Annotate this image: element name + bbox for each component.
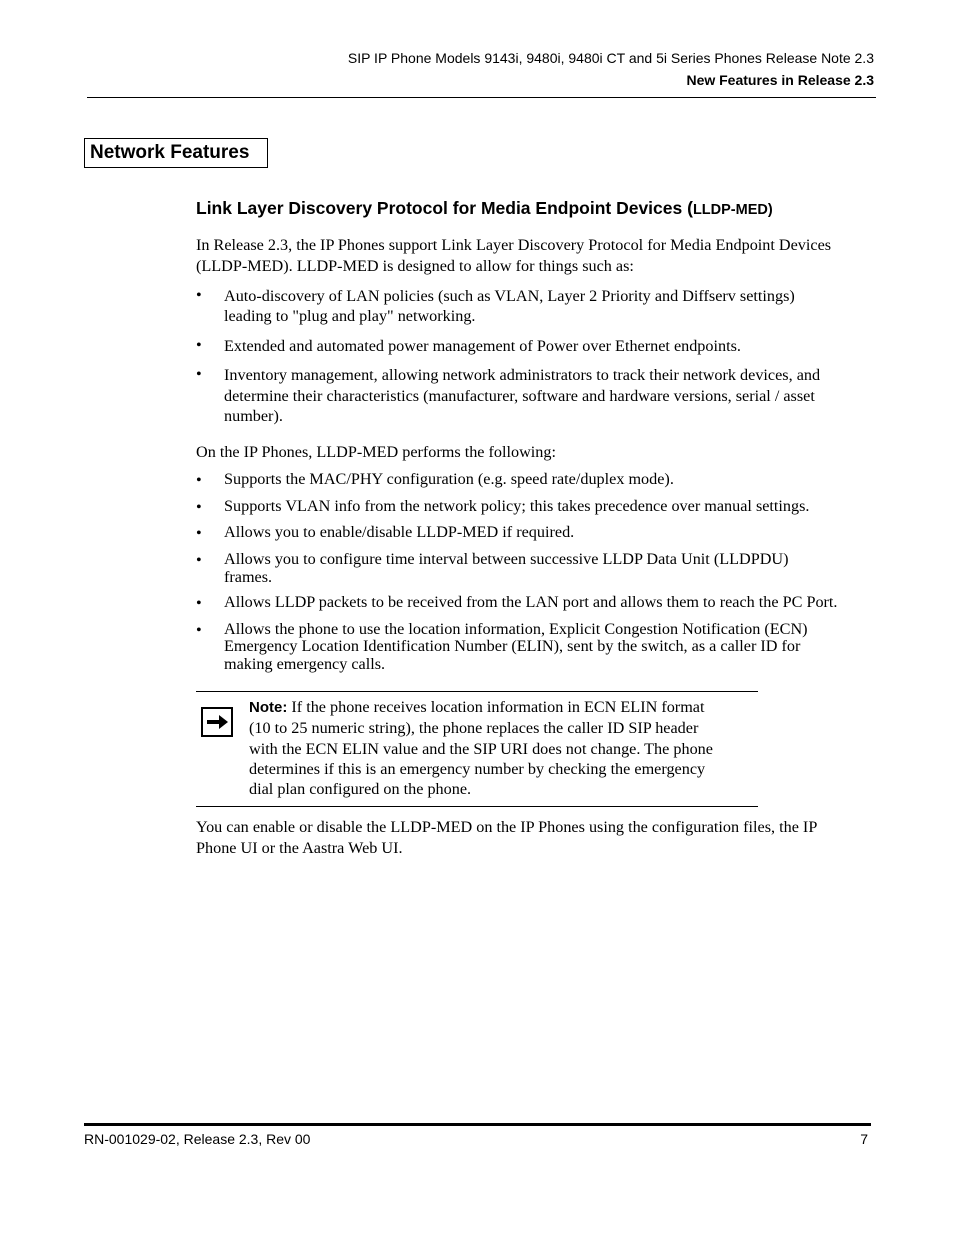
- note-line: dial plan configured on the phone.: [249, 780, 472, 799]
- list-item-line: making emergency calls.: [224, 654, 386, 673]
- footer-rule: [84, 1123, 871, 1126]
- note-text: [249, 697, 749, 799]
- note-bottom-rule: [196, 806, 758, 807]
- list-item-line: Supports VLAN info from the network policy; this takes precedence over manual settings.: [224, 497, 810, 515]
- bullet-marker: •: [196, 286, 202, 304]
- list-item-line: Inventory management, allowing network administrators to track their network devices, and: [224, 366, 821, 384]
- list-item-line: leading to "plug and play" networking.: [224, 307, 476, 325]
- bullet-marker: •: [196, 498, 202, 516]
- page-number: 7: [860, 1131, 868, 1147]
- bullet-marker: •: [196, 471, 202, 489]
- subsection-heading-main: Link Layer Discovery Protocol for Media Endpoint Devices (: [196, 198, 693, 218]
- performs-intro: On the IP Phones, LLDP-MED performs the following:: [196, 443, 556, 461]
- list-item-line: determine their characteristics (manufacturer, software and hardware versions, serial / asset: [224, 386, 815, 405]
- list-item-line: Allows the phone to use the location information, Explicit Congestion Notification (ECN): [224, 620, 808, 638]
- note-line: determines if this is an emergency number by checking the emergency: [249, 759, 706, 778]
- running-header-title: SIP IP Phone Models 9143i, 9480i, 9480i CT and 5i Series Phones Release Note 2.3: [347, 50, 874, 66]
- bullet-marker: •: [196, 594, 202, 612]
- list-item-line: frames.: [224, 567, 273, 586]
- bullet-marker: •: [196, 621, 202, 639]
- bullet-marker: •: [196, 365, 202, 383]
- closing-line-2: Phone UI or the Aastra Web UI.: [196, 838, 403, 857]
- header-rule: [87, 97, 876, 98]
- list-item-line: Allows you to configure time interval between successive LLDP Data Unit (LLDPDU): [224, 550, 789, 568]
- intro-line-1: In Release 2.3, the IP Phones support Link Layer Discovery Protocol for Media Endpoint Devices: [196, 236, 832, 254]
- subsection-heading-abbrev: LLDP-MED): [692, 202, 773, 218]
- list-item-line: Emergency Location Identification Number (ELIN), sent by the switch, as a caller ID for: [224, 637, 801, 656]
- arrow-right-icon: [201, 707, 233, 737]
- bullet-marker: •: [196, 524, 202, 542]
- intro-line-2: (LLDP-MED). LLDP-MED is designed to allow for things such as:: [196, 256, 634, 275]
- section-heading-box: [84, 138, 268, 168]
- list-item-line: Auto-discovery of LAN policies (such as VLAN, Layer 2 Priority and Diffserv settings): [224, 287, 795, 305]
- subsection-heading: [196, 198, 773, 219]
- footer-doc-id: RN-001029-02, Release 2.3, Rev 00: [84, 1131, 311, 1147]
- list-item-line: Supports the MAC/PHY configuration (e.g. speed rate/duplex mode).: [224, 470, 674, 488]
- list-item-line: number).: [224, 407, 283, 425]
- note-line: with the ECN ELIN value and the SIP URI does not change. The phone: [249, 739, 713, 758]
- note-label: Note:: [249, 699, 288, 716]
- closing-paragraph: [196, 817, 876, 858]
- running-header-section: New Features in Release 2.3: [686, 72, 874, 88]
- section-heading: Network Features: [90, 142, 250, 163]
- closing-line-1: You can enable or disable the LLDP-MED on the IP Phones using the configuration files, the IP: [196, 818, 818, 836]
- list-item-line: Allows you to enable/disable LLDP-MED if required.: [224, 523, 575, 541]
- note-top-rule: [196, 691, 758, 692]
- list-item-line: Extended and automated power management of Power over Ethernet endpoints.: [224, 337, 741, 355]
- bullet-marker: •: [196, 336, 202, 354]
- note-line: (10 to 25 numeric string), the phone replaces the caller ID SIP header: [249, 719, 699, 738]
- list-item-line: Allows LLDP packets to be received from the LAN port and allows them to reach the PC Port.: [224, 593, 838, 611]
- intro-paragraph: [196, 235, 876, 276]
- note-line: If the phone receives location information in ECN ELIN format: [287, 698, 705, 716]
- bullet-marker: •: [196, 551, 202, 569]
